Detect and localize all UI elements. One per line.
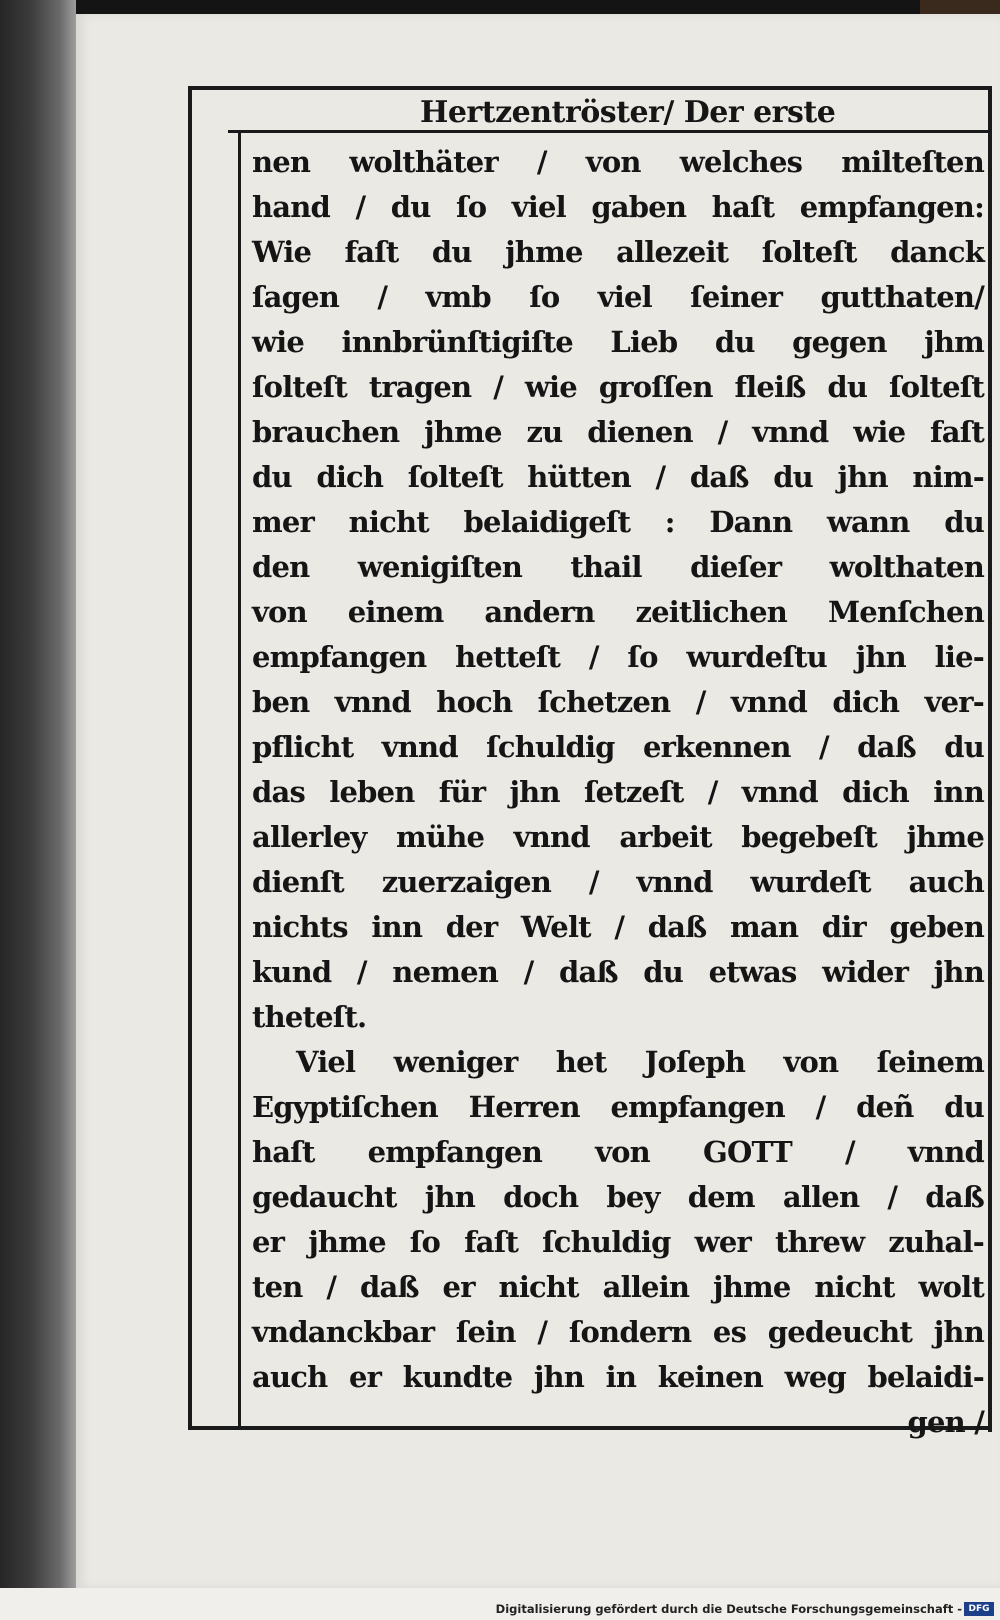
text-line: ben vnnd hoch ſchetzen / vnnd dich ver- bbox=[252, 685, 984, 719]
running-head: Hertzentröster/ Der erste bbox=[420, 95, 836, 130]
text-line: von einem andern zeitlichen Menſchen bbox=[252, 595, 984, 629]
text-line: empfangen hetteſt / ſo wurdeſtu jhn lie- bbox=[252, 640, 984, 674]
text-line: Viel weniger het Joſeph von ſeinem bbox=[296, 1045, 984, 1079]
text-line: allerley mühe vnnd arbeit begebeſt jhme bbox=[252, 820, 984, 854]
text-line: dienſt zuerzaigen / vnnd wurdeſt auch bbox=[252, 865, 984, 899]
text-line: theteſt. bbox=[252, 1000, 367, 1034]
text-line: ten / daß er nicht allein jhme nicht wolt bbox=[252, 1270, 984, 1304]
text-frame-right bbox=[988, 90, 992, 1432]
text-frame-inner-rule bbox=[238, 132, 241, 1430]
text-line: nen wolthäter / von welches milteſten bbox=[252, 145, 984, 179]
text-line: auch er kundte jhn in keinen weg belaidi- bbox=[252, 1360, 984, 1394]
text-line: pflicht vnnd ſchuldig erkennen / daß du bbox=[252, 730, 984, 764]
text-line: hand / du ſo viel gaben haſt empfangen: bbox=[252, 190, 984, 224]
footer-credit: Digitalisierung gefördert durch die Deutsche Forschungsgemeinschaft - bbox=[495, 1602, 962, 1616]
text-line: du dich ſolteſt hütten / daß du jhn nim- bbox=[252, 460, 984, 494]
text-line: mer nicht belaidigeſt : Dann wann du bbox=[252, 505, 984, 539]
text-line: brauchen jhme zu dienen / vnnd wie faſt bbox=[252, 415, 984, 449]
text-line: Egyptiſchen Herren empfangen / deñ du bbox=[252, 1090, 984, 1124]
text-line: ſolteſt tragen / wie groſſen fleiß du ſolteſt bbox=[252, 370, 984, 404]
text-frame-top bbox=[188, 86, 992, 90]
running-head-rule bbox=[228, 130, 988, 133]
text-line: wie innbrünſtigiſte Lieb du gegen jhm bbox=[252, 325, 984, 359]
text-line: kund / nemen / daß du etwas wider jhn bbox=[252, 955, 984, 989]
body-text bbox=[252, 140, 984, 1439]
text-line: gedaucht jhn doch bey dem allen / daß bbox=[252, 1180, 984, 1214]
scan-left-edge bbox=[0, 0, 76, 1620]
text-frame-left bbox=[188, 86, 192, 1428]
text-line: den wenigiſten thail dieſer wolthaten bbox=[252, 550, 984, 584]
text-line: Wie faſt du jhme allezeit ſolteſt danck bbox=[252, 235, 984, 269]
text-line: ſagen / vmb ſo viel ſeiner gutthaten/ bbox=[252, 280, 984, 314]
text-line: er jhme ſo faſt ſchuldig wer threw zuhal- bbox=[252, 1225, 984, 1259]
text-line: das leben für jhn ſetzeſt / vnnd dich inn bbox=[252, 775, 984, 809]
catchword: gen / bbox=[907, 1405, 984, 1439]
text-line: vndanckbar ſein / ſondern es gedeucht jhn bbox=[252, 1315, 984, 1349]
text-line: nichts inn der Welt / daß man dir geben bbox=[252, 910, 984, 944]
text-line: haſt empfangen von GOTT / vnnd bbox=[252, 1135, 984, 1169]
dfg-logo: DFG bbox=[964, 1602, 994, 1616]
